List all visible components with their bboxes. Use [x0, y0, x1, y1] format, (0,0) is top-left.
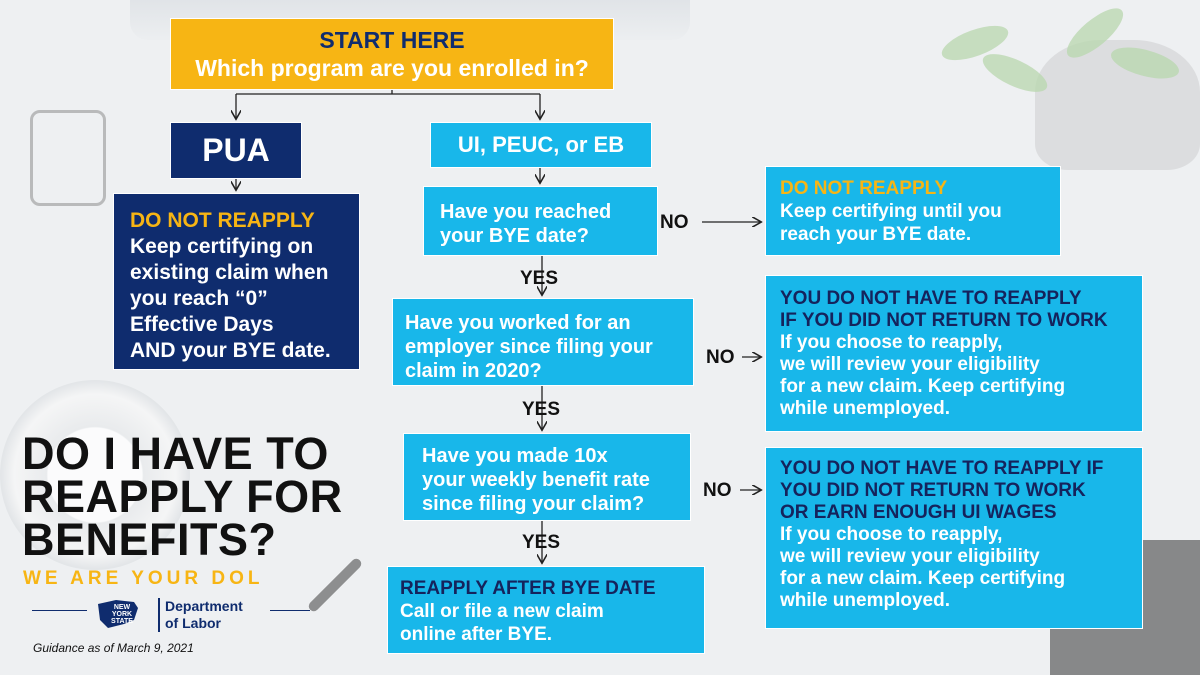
question-worked-box: [392, 298, 694, 386]
reapply-heading: REAPPLY AFTER BYE DATE: [400, 578, 656, 599]
yes-label: YES: [522, 399, 561, 420]
start-split-connector: [236, 90, 540, 94]
result-heading: YOU DO NOT HAVE TO REAPPLY IF: [780, 458, 1104, 479]
pua-detail-line: existing claim when: [130, 261, 329, 284]
headline-line: BENEFITS?: [22, 514, 277, 565]
result-line: we will review your eligibility: [780, 546, 1040, 567]
result-line: Keep certifying until you: [780, 201, 1002, 222]
state-line: NEW: [113, 604, 131, 611]
question-line: since filing your claim?: [422, 493, 645, 515]
nys-dol-logo: [32, 598, 282, 638]
result-line: If you choose to reapply,: [780, 332, 1003, 353]
headline-line: DO I HAVE TO: [22, 428, 329, 479]
reapply-line: Call or file a new claim: [400, 601, 604, 622]
question-line: your weekly benefit rate: [422, 469, 650, 491]
pua-detail-line: AND your BYE date.: [130, 339, 331, 362]
guidance-date: Guidance as of March 9, 2021: [33, 641, 194, 655]
ui-peuc-eb-box: UI, PEUC, or EB: [430, 122, 652, 168]
result-not-returned-to-work-box: [765, 275, 1143, 432]
no-label: NO: [660, 212, 689, 233]
result-line: for a new claim. Keep certifying: [780, 568, 1066, 589]
pua-detail-line: Effective Days: [130, 313, 274, 336]
pua-box: PUA: [170, 122, 302, 179]
result-line: reach your BYE date.: [780, 224, 972, 245]
result-do-not-reapply-box: [765, 166, 1061, 256]
headline-line: REAPPLY FOR: [22, 471, 343, 522]
question-line: Have you reached: [440, 201, 612, 223]
result-not-enough-wages-box: [765, 447, 1143, 629]
question-line: claim in 2020?: [405, 360, 542, 382]
department-line: of Labor: [165, 615, 221, 631]
question-line: Have you made 10x: [422, 445, 608, 467]
slogan: WE ARE YOUR DOL: [23, 568, 264, 589]
question-line: employer since filing your: [405, 336, 653, 358]
start-question: Which program are you enrolled in?: [195, 55, 589, 81]
headline: [22, 428, 343, 565]
result-line: while unemployed.: [780, 398, 950, 419]
state-line: STATE: [111, 618, 133, 625]
new-york-state-mark: [94, 598, 154, 632]
question-line: Have you worked for an: [405, 312, 631, 334]
result-heading: YOU DID NOT RETURN TO WORK: [780, 480, 1086, 501]
yes-label: YES: [522, 532, 561, 553]
result-heading: IF YOU DID NOT RETURN TO WORK: [780, 310, 1108, 331]
logo-rule-left: [32, 610, 87, 611]
question-earnings-box: [403, 433, 691, 521]
department-line: Department: [165, 598, 243, 614]
start-title: START HERE: [319, 27, 465, 53]
pua-detail-line: you reach “0”: [130, 287, 268, 310]
result-line: for a new claim. Keep certifying: [780, 376, 1066, 397]
department-name: [165, 598, 243, 632]
pua-detail-heading: DO NOT REAPPLY: [130, 209, 315, 232]
reapply-line: online after BYE.: [400, 624, 553, 645]
question-line: your BYE date?: [440, 225, 589, 247]
pua-detail-line: Keep certifying on: [130, 235, 314, 258]
result-line: we will review your eligibility: [780, 354, 1040, 375]
start-here-box: [170, 18, 614, 90]
no-label: NO: [703, 480, 732, 501]
question-bye-date-box: [423, 186, 658, 256]
result-line: If you choose to reapply,: [780, 524, 1003, 545]
result-heading: DO NOT REAPPLY: [780, 178, 948, 199]
reapply-after-bye-box: [387, 566, 705, 654]
result-heading: YOU DO NOT HAVE TO REAPPLY: [780, 288, 1082, 309]
result-heading: OR EARN ENOUGH UI WAGES: [780, 502, 1057, 523]
no-label: NO: [706, 347, 735, 368]
logo-divider: [158, 598, 160, 632]
yes-label: YES: [520, 268, 559, 289]
state-line: YORK: [111, 611, 133, 618]
result-line: while unemployed.: [780, 590, 950, 611]
logo-rule-right: [270, 610, 310, 611]
pua-detail-box: [113, 193, 360, 370]
